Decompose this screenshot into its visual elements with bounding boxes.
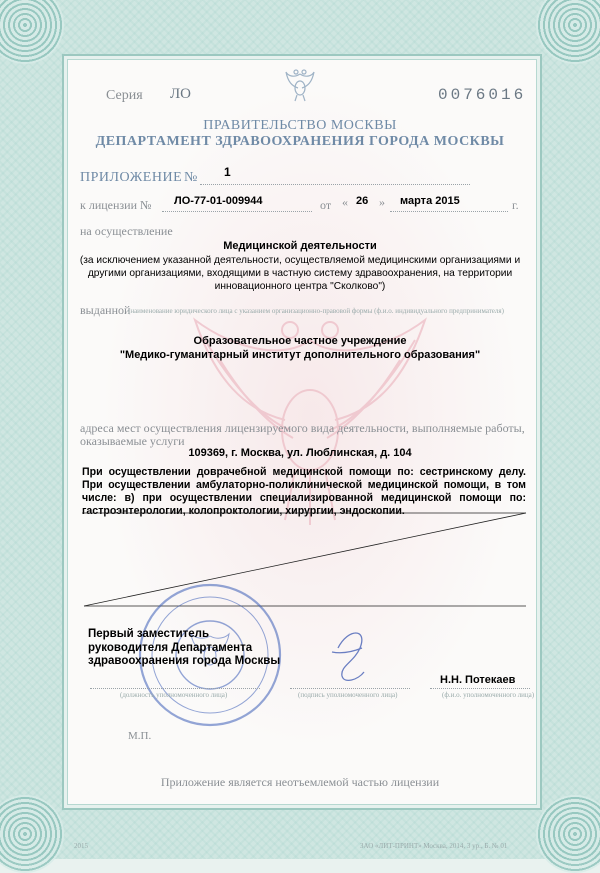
organization-line-1: Образовательное частное учреждение (193, 335, 407, 347)
ornament-corner-bottom-left (0, 795, 64, 873)
license-date-underline (390, 211, 508, 212)
footer-bottom-right: ЗАО «ЛИТ-ПРИНТ» Москва, 2014, 3 ур., Б. № 01 (360, 842, 508, 850)
footer-note: Приложение является неотъемлемой частью лицензии (160, 775, 440, 789)
license-year-suffix: г. (512, 198, 519, 212)
ornament-corner-top-right (536, 0, 600, 64)
ornament-corner-bottom-right (536, 795, 600, 873)
activity-title: Медицинской деятельности (223, 240, 377, 252)
appendix-underline (200, 184, 470, 185)
signatory-position: Первый заместитель руководителя Департамента здравоохранения города Москвы (88, 628, 281, 667)
seal-place-label: М.П. (128, 730, 152, 742)
services-text: При осуществлении доврачебной медицинской помощи по: сестринскому делу. При осуществлении амбулаторно-поликлинической медицинской помощи, в том числе: в) при осуществлении специализированной медицинской помощи по: гастроэнтерологии, колопроктологии, хирургии, эндоскопии. (82, 466, 526, 517)
license-month-year: марта 2015 (400, 195, 460, 207)
government-title: ПРАВИТЕЛЬСТВО МОСКВЫ (203, 118, 397, 133)
license-prefix: к лицензии № (80, 198, 152, 212)
hint-name: (ф.и.о. уполномоченного лица) (442, 691, 535, 699)
appendix-no-sign: № (184, 170, 198, 185)
issued-hint: (наименование юридического лица с указанием организационно-правовой формы (ф.и.о. индивидуального предпринимателя) (128, 307, 504, 315)
open-quote: « (342, 195, 348, 209)
address-value: 109369, г. Москва, ул. Люблинская, д. 104 (188, 447, 412, 459)
address-label: адреса мест осуществления лицензируемого вида деятельности, выполняемые работы, оказываемые услуги (80, 421, 525, 448)
appendix-label: ПРИЛОЖЕНИЕ (80, 170, 183, 185)
department-title: ДЕПАРТАМЕНТ ЗДРАВООХРАНЕНИЯ ГОРОДА МОСКВЫ (95, 134, 505, 149)
close-quote: » (379, 195, 385, 209)
form-number: 0076016 (438, 86, 527, 104)
position-underline (90, 688, 260, 689)
hint-sign: (подпись уполномоченного лица) (298, 691, 398, 699)
activity-description: (за исключением указанной деятельности, осуществляемой медицинскими организациями и другими организациями, входящими в частную систему здравоохранения, на территории инновационного центра "Сколково") (79, 255, 521, 292)
license-from: от (320, 198, 332, 212)
series-label: Серия (106, 88, 143, 103)
footer-bottom-left: 2015 (74, 842, 88, 850)
name-underline (430, 688, 530, 689)
signatory-name: Н.Н. Потекаев (440, 674, 516, 686)
signature-underline (290, 688, 410, 689)
signature-scribble (318, 618, 378, 688)
ornament-corner-top-left (0, 0, 64, 64)
license-number: ЛО-77-01-009944 (174, 195, 263, 207)
activity-label: на осуществление (80, 224, 173, 238)
series-value: ЛО (170, 86, 192, 102)
license-day: 26 (356, 195, 369, 207)
appendix-number: 1 (224, 165, 231, 179)
issued-label: выданной (80, 303, 131, 317)
emblem-icon (284, 68, 316, 102)
hint-position: (должность уполномоченного лица) (120, 691, 228, 699)
organization-line-2: "Медико-гуманитарный институт дополнительного образования" (119, 349, 481, 361)
license-number-underline (162, 211, 312, 212)
